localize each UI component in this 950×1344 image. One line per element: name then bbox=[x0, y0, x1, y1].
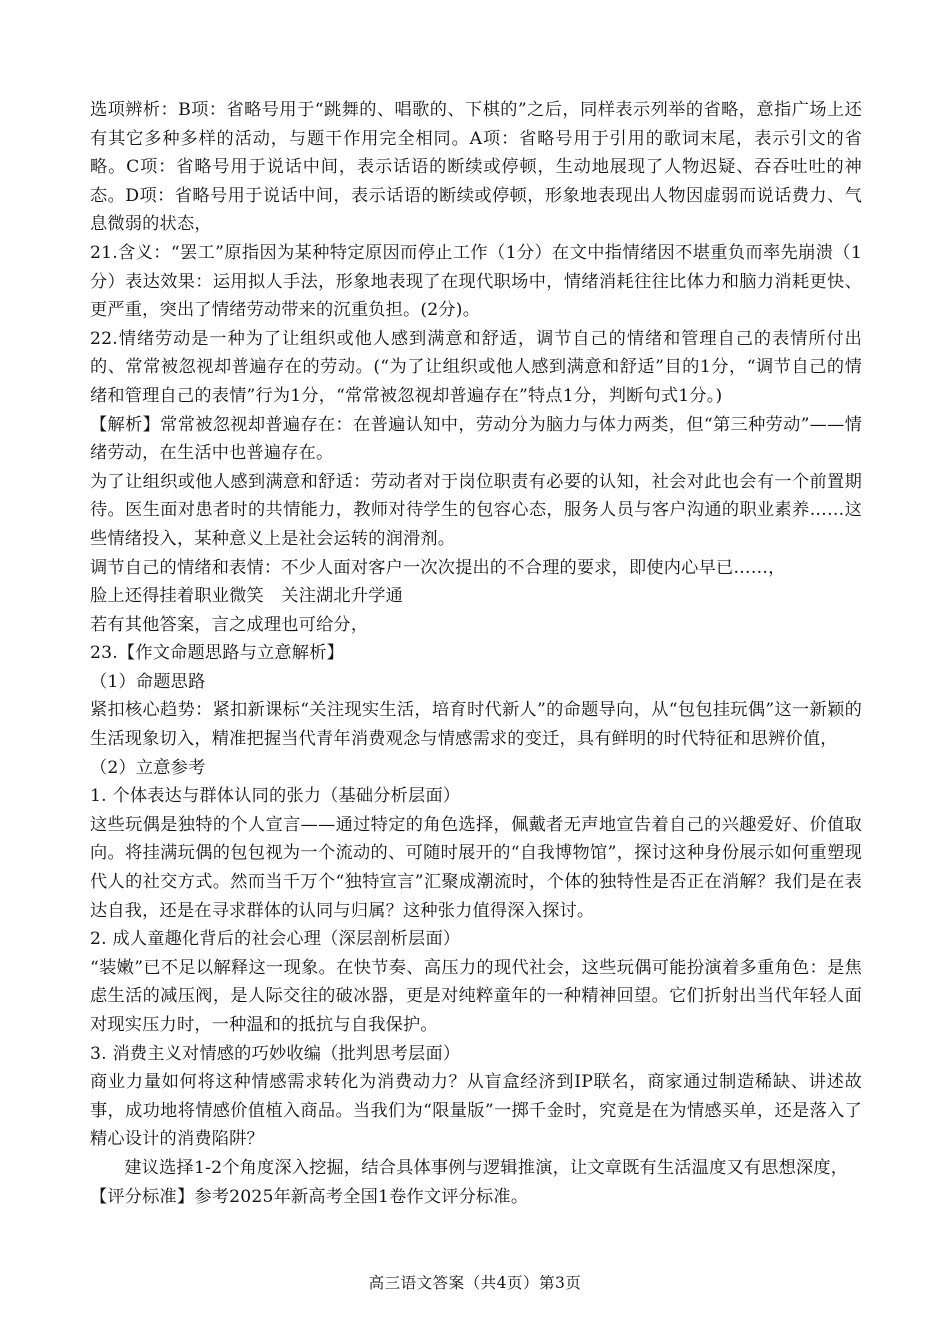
q22-analysis-regulate: 调节自己的情绪和表情：不少人面对客户一次次提出的不合理的要求，即使内心早已……， bbox=[90, 557, 786, 578]
angle-3-body: 商业力量如何将这种情感需求转化为消费动力？从盲盒经济到IP联名，商家通过制造稀缺、讲述故事，成功地将情感价值植入商品。当我们为“限量版”一掷千金时，究竟是在为情感买单，还是落入了精心设计的消费陷阱？ bbox=[90, 1072, 862, 1150]
scoring-standard: 【评分标准】参考2025年新高考全国1卷作文评分标准。 bbox=[90, 1186, 529, 1207]
q23-section-2-heading: （2）立意参考 bbox=[90, 757, 206, 778]
q22-analysis-smile: 脸上还得挂着职业微笑 关注湖北升学通 bbox=[90, 586, 403, 607]
writing-suggestion: 建议选择1-2个角度深入挖掘，结合具体事例与逻辑推演，让文章既有生活温度又有思想深度， bbox=[124, 1157, 849, 1178]
page-footer: 高三语文答案（共4页）第3页 bbox=[368, 1274, 582, 1292]
angle-2-body: “装嫩”已不足以解释这一现象。在快节奏、高压力的现代社会，这些玩偶可能扮演着多重角色：是焦虑生活的减压阀，是人际交往的破冰器，更是对纯粹童年的一种精神回望。它们折射出当代年轻人面对现实压力时，一种温和的抵抗与自我保护。 bbox=[90, 957, 862, 1035]
q22-analysis: 【解析】常常被忽视却普遍存在：在普遍认知中，劳动分为脑力与体力两类，但“第三种劳动”——情绪劳动，在生活中也普遍存在。 bbox=[90, 414, 862, 464]
angle-1-heading: 1. 个体表达与群体认同的张力（基础分析层面） bbox=[90, 786, 461, 807]
q22-analysis-purpose: 为了让组织或他人感到满意和舒适：劳动者对于岗位职责有必要的认知，社会对此也会有一个前置期待。医生面对患者时的共情能力，教师对待学生的包容心态，服务人员与客户沟通的职业素养……这些情绪投入，某种意义上是社会运转的润滑剂。 bbox=[90, 471, 862, 549]
q22-answer: 22.情绪劳动是一种为了让组织或他人感到满意和舒适，调节自己的情绪和管理自己的表情所付出的、常常被忽视却普遍存在的劳动。(“为了让组织或他人感到满意和舒适”目的1分，“调节自己的情绪和管理自己的表情”行为1分，“常常被忽视却普遍存在”特点1分，判断句式1分。) bbox=[90, 328, 862, 406]
q22-other-answers-note: 若有其他答案，言之成理也可给分， bbox=[90, 614, 369, 635]
angle-1-body: 这些玩偶是独特的个人宣言——通过特定的角色选择，佩戴者无声地宣告着自己的兴趣爱好、价值取向。将挂满玩偶的包包视为一个流动的、可随时展开的“自我博物馆”，探讨这种身份展示如何重塑现代人的社交方式。然而当千万个“独特宣言”汇聚成潮流时，个体的独特性是否正在消解？我们是在表达自我，还是在寻求群体的认同与归属？这种张力值得深入探讨。 bbox=[90, 814, 862, 921]
q23-proposition-paragraph: 紧扣核心趋势：紧扣新课标“关注现实生活，培育时代新人”的命题导向，从“包包挂玩偶”这一新颖的生活现象切入，精准把握当代青年消费观念与情感需求的变迁，具有鲜明的时代特征和思辨价值， bbox=[90, 700, 862, 750]
q21-answer: 21.含义：“罢工”原指因为某种特定原因而停止工作（1分）在文中指情绪因不堪重负而率先崩溃（1分）表达效果：运用拟人手法，形象地表现了在现代职场中，情绪消耗往往比体力和脑力消耗更快、更严重，突出了情绪劳动带来的沉重负担。(2分)。 bbox=[90, 242, 862, 321]
option-analysis-paragraph: 选项辨析：B项：省略号用于“跳舞的、唱歌的、下棋的”之后，同样表示列举的省略，意指广场上还有其它多种多样的活动，与题干作用完全相同。A项：省略号用于引用的歌词末尾，表示引文的省略。C项：省略号用于说话中间，表示话语的断续或停顿，生动地展现了人物迟疑、吞吞吐吐的神态。D项：省略号用于说话中间，表示话语的断续或停顿，形象地表现出人物因虚弱而说话费力、气息微弱的状态， bbox=[90, 100, 862, 235]
angle-3-heading: 3. 消费主义对情感的巧妙收编（批判思考层面） bbox=[90, 1043, 461, 1064]
q23-heading: 23.【作文命题思路与立意解析】 bbox=[90, 643, 344, 664]
answer-content bbox=[90, 96, 862, 1211]
q23-section-1-heading: （1）命题思路 bbox=[90, 671, 206, 692]
angle-2-heading: 2. 成人童趣化背后的社会心理（深层剖析层面） bbox=[90, 929, 461, 950]
